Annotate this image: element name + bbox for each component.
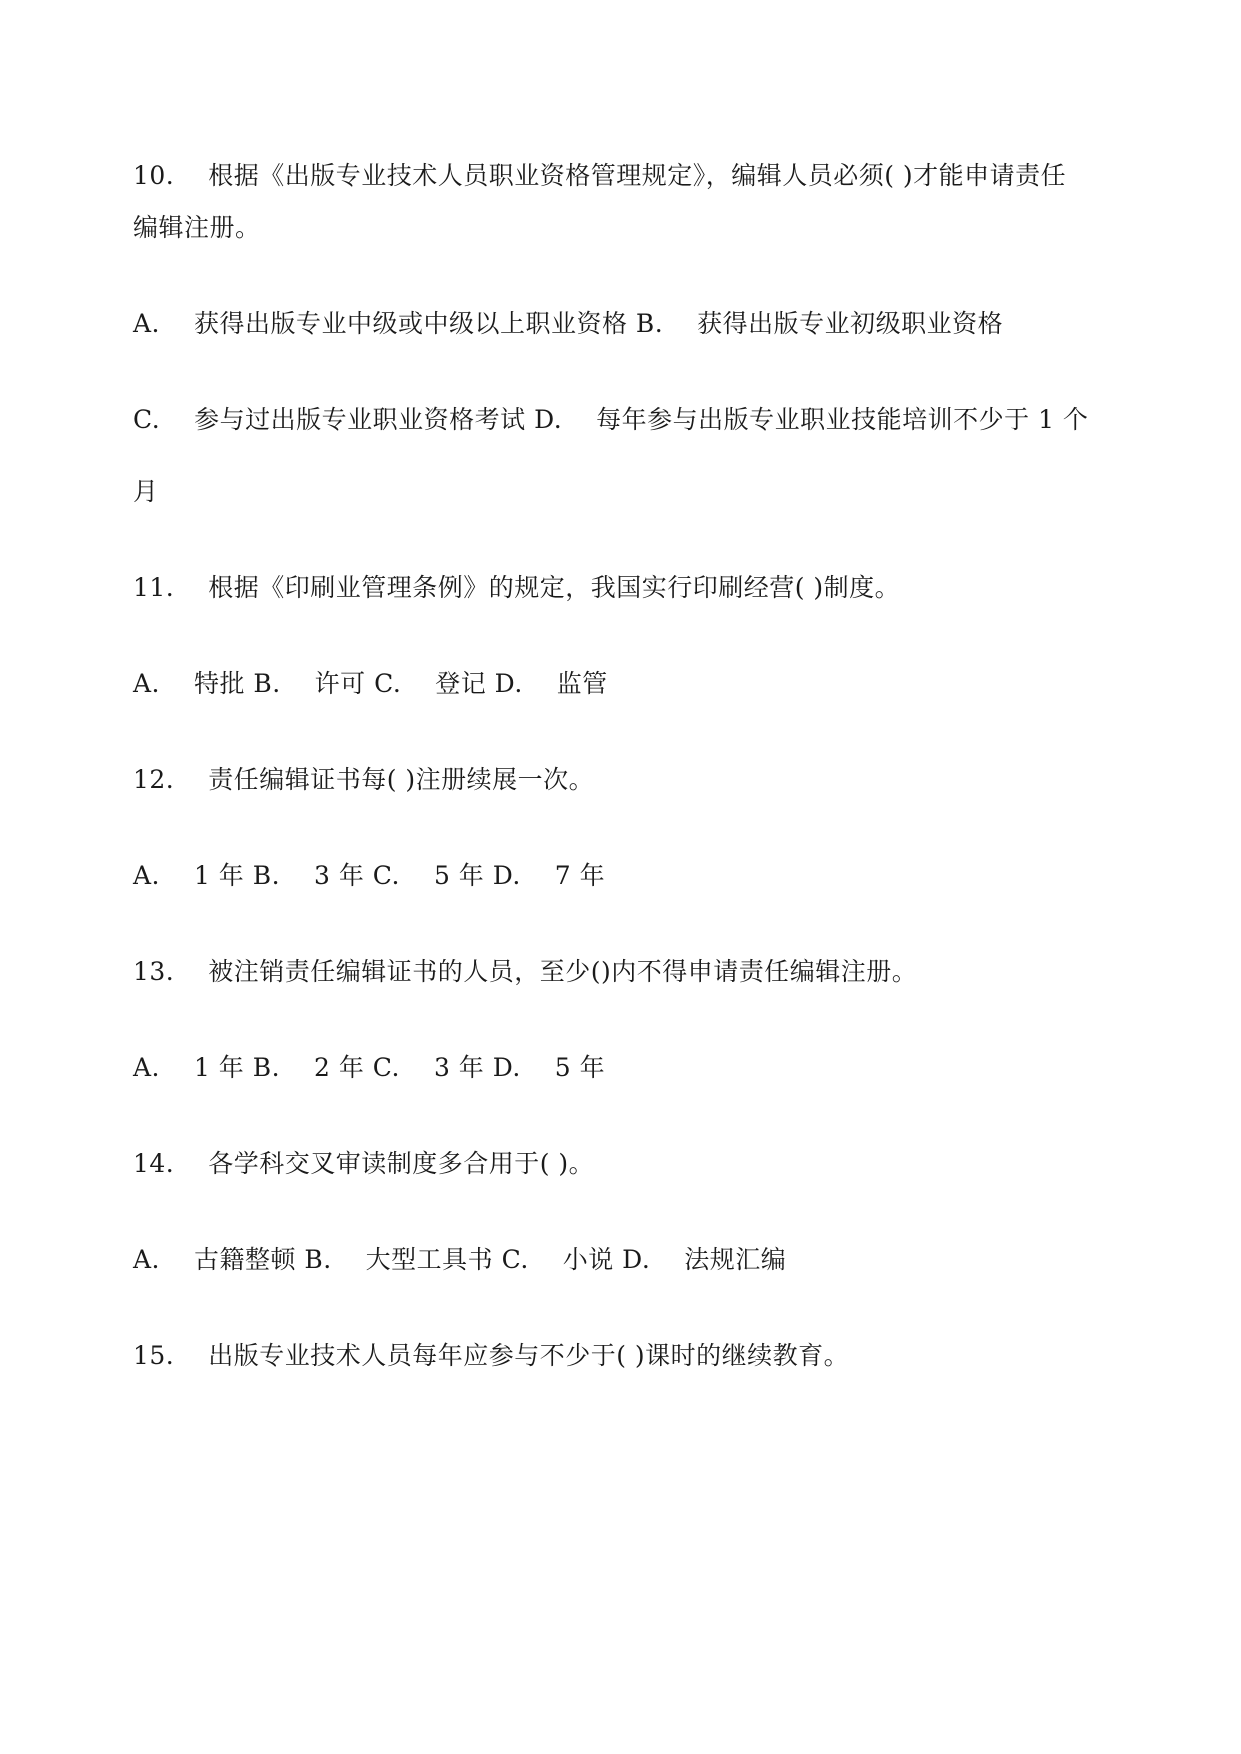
question-10-options-ab: A. 获得出版专业中级或中级以上职业资格 B. 获得出版专业初级职业资格 [133,309,1004,338]
question-10-stem: 10. 根据《出版专业技术人员职业资格管理规定》，编辑人员必须( )才能申请责任 [133,161,1067,190]
question-14-stem: 14. 各学科交叉审读制度多合用于( )。 [133,1149,595,1178]
question-15-stem: 15. 出版专业技术人员每年应参与不少于( )课时的继续教育。 [133,1341,850,1370]
question-11-options: A. 特批 B. 许可 C. 登记 D. 监管 [133,669,608,698]
question-12-stem: 12. 责任编辑证书每( )注册续展一次。 [133,765,595,794]
question-10-stem-continued: 编辑注册。 [133,213,261,242]
question-14-options: A. 古籍整顿 B. 大型工具书 C. 小说 D. 法规汇编 [133,1245,787,1274]
question-10-options-cd: C. 参与过出版专业职业资格考试 D. 每年参与出版专业职业技能培训不少于 1 个 [133,405,1089,434]
question-13-options: A. 1 年 B. 2 年 C. 3 年 D. 5 年 [133,1053,606,1082]
question-10-options-cd-continued: 月 [133,477,159,506]
question-13-stem: 13. 被注销责任编辑证书的人员，至少()内不得申请责任编辑注册。 [133,957,918,986]
question-12-options: A. 1 年 B. 3 年 C. 5 年 D. 7 年 [133,861,606,890]
question-11-stem: 11. 根据《印刷业管理条例》的规定，我国实行印刷经营( )制度。 [133,573,901,602]
